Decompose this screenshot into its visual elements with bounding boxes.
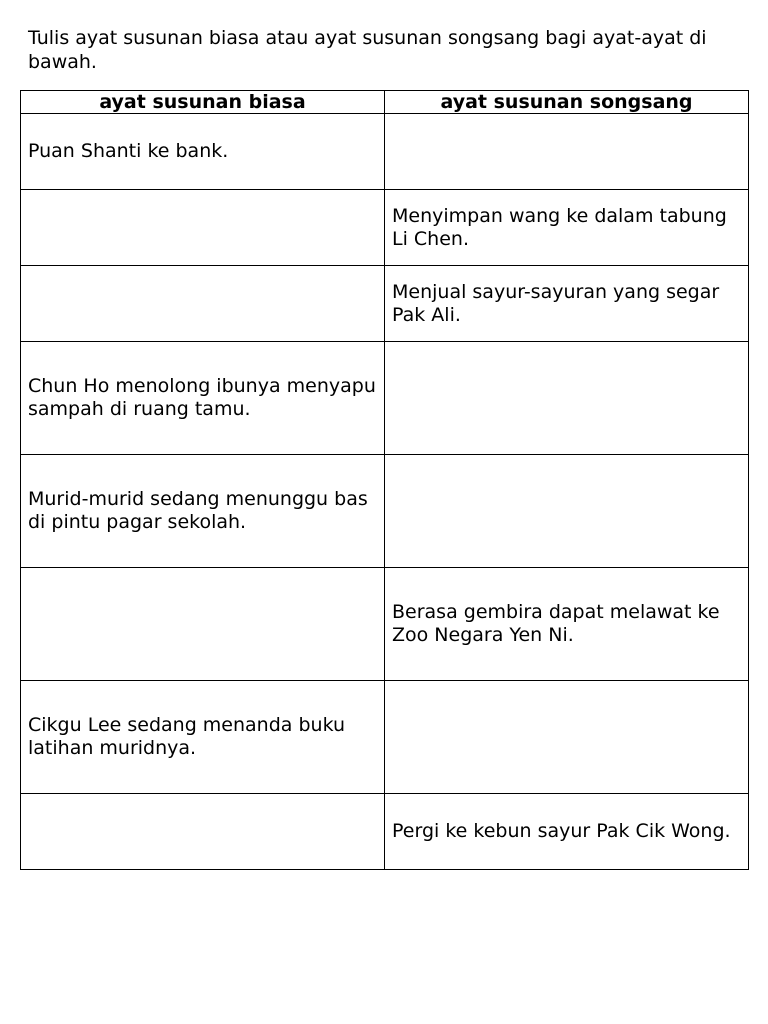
table-row <box>21 681 749 794</box>
table-row <box>21 114 749 190</box>
cell-songsang[interactable] <box>385 681 749 794</box>
cell-biasa: Puan Shanti ke bank. <box>21 114 385 190</box>
cell-biasa: Cikgu Lee sedang menanda buku latihan muridnya. <box>21 681 385 794</box>
cell-songsang[interactable] <box>385 455 749 568</box>
cell-biasa[interactable] <box>21 266 385 342</box>
cell-biasa[interactable] <box>21 568 385 681</box>
cell-songsang: Berasa gembira dapat melawat ke Zoo Negara Yen Ni. <box>385 568 749 681</box>
cell-biasa: Murid-murid sedang menunggu bas di pintu pagar sekolah. <box>21 455 385 568</box>
table-row <box>21 794 749 870</box>
cell-biasa[interactable] <box>21 794 385 870</box>
column-header-biasa: ayat susunan biasa <box>21 91 385 114</box>
table-row <box>21 266 749 342</box>
table-row <box>21 568 749 681</box>
cell-biasa: Chun Ho menolong ibunya menyapu sampah di ruang tamu. <box>21 342 385 455</box>
cell-biasa[interactable] <box>21 190 385 266</box>
cell-songsang[interactable] <box>385 114 749 190</box>
instruction-text: Tulis ayat susunan biasa atau ayat susunan songsang bagi ayat-ayat di bawah. <box>28 27 707 73</box>
cell-songsang: Menyimpan wang ke dalam tabung Li Chen. <box>385 190 749 266</box>
table-header-row <box>21 91 749 114</box>
sentence-table <box>20 90 749 870</box>
cell-songsang: Menjual sayur-sayuran yang segar Pak Ali. <box>385 266 749 342</box>
table-row <box>21 190 749 266</box>
cell-songsang: Pergi ke kebun sayur Pak Cik Wong. <box>385 794 749 870</box>
table-row <box>21 455 749 568</box>
cell-songsang[interactable] <box>385 342 749 455</box>
table-row <box>21 342 749 455</box>
column-header-songsang: ayat susunan songsang <box>385 91 749 114</box>
